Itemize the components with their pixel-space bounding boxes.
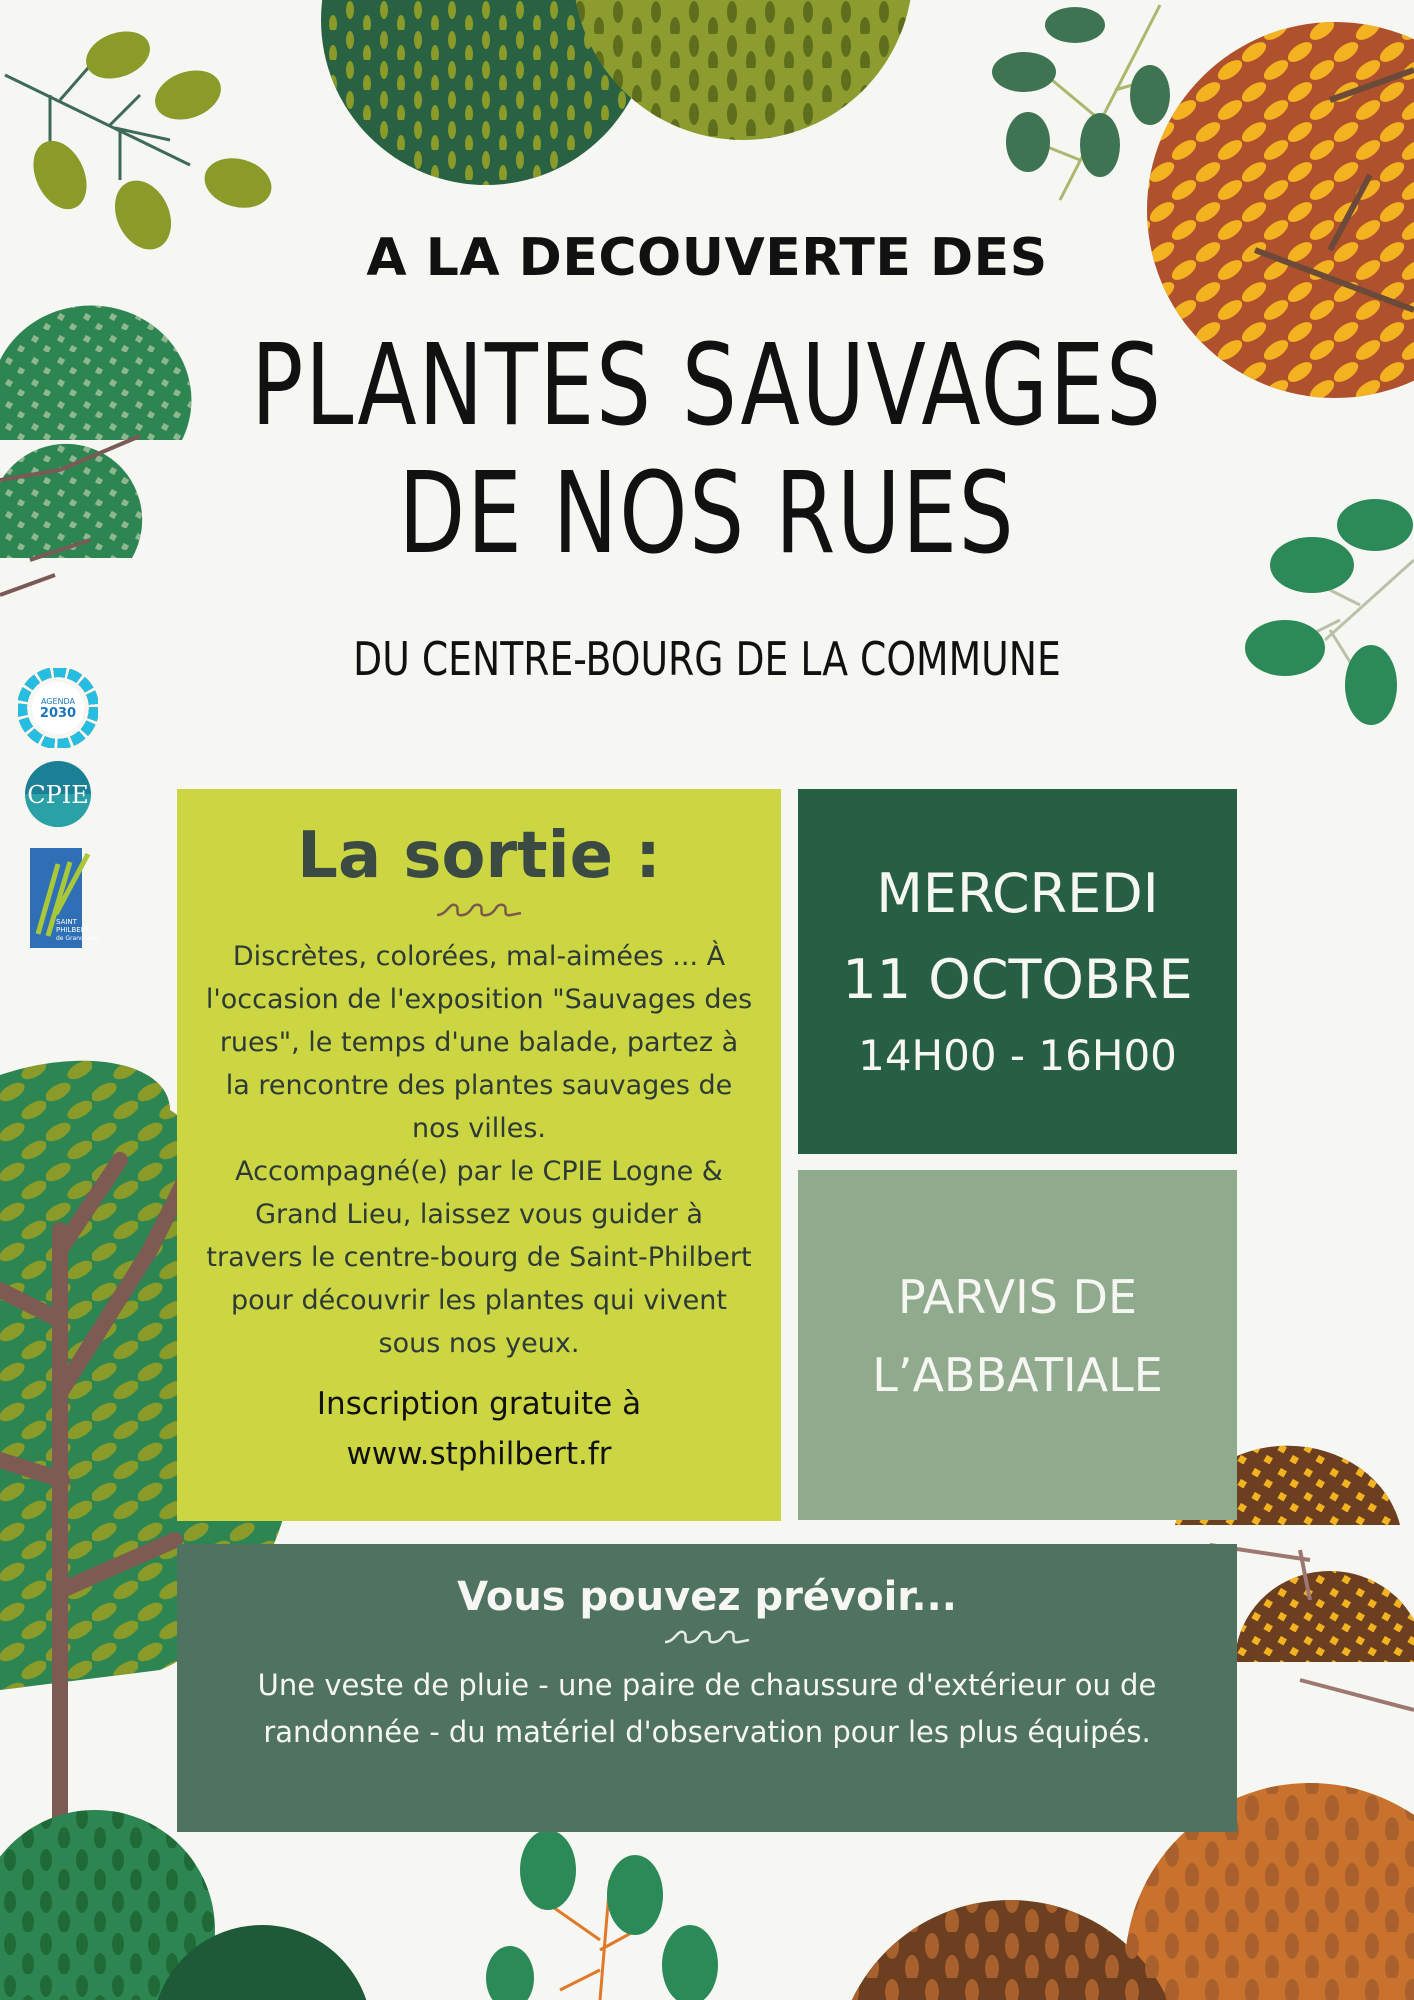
date-panel [798, 789, 1237, 1154]
agenda-2030-logo [18, 668, 98, 748]
title-line-2: DE NOS RUES [398, 449, 1016, 579]
registration-link[interactable]: www.stphilbert.fr [346, 1436, 612, 1472]
registration-info [205, 1379, 753, 1479]
agenda-year: 2030 [39, 706, 77, 721]
event-time: 14H00 - 16H00 [858, 1031, 1177, 1080]
grand-lieu-label: de Grand Lieu [56, 935, 98, 942]
page-title [99, 322, 1315, 578]
page-subtitle: DU CENTRE-BOURG DE LA COMMUNE [353, 632, 1061, 686]
registration-label: Inscription gratuite à [316, 1386, 642, 1422]
sortie-panel [177, 789, 781, 1521]
cpie-label: CPIE [27, 781, 89, 809]
prevoir-title: Vous pouvez prévoir... [457, 1574, 957, 1620]
partner-logos [18, 668, 98, 959]
place-line-2: L’ABBATIALE [872, 1348, 1163, 1402]
squiggle-divider-icon [433, 899, 525, 921]
sortie-title: La sortie : [297, 819, 661, 893]
saint-label: SAINT [56, 918, 77, 926]
sortie-paragraph-1: Discrètes, colorées, mal-aimées ... À l'occasion de l'exposition "Sauvages des rues", le temps d'une balade, partez à la rencontre des plantes sauvages de nos villes. [205, 941, 753, 1144]
saint-philbert-logo [18, 844, 98, 954]
title-line-1: PLANTES SAUVAGES [251, 321, 1163, 451]
eyebrow-heading: A LA DECOUVERTE DES [366, 228, 1048, 288]
event-date: 11 OCTOBRE [842, 948, 1193, 1011]
place-line-1: PARVIS DE [897, 1270, 1138, 1324]
place-panel [798, 1170, 1237, 1520]
cpie-logo [18, 759, 98, 829]
prevoir-body: Une veste de pluie - une paire de chaussure d'extérieur ou de randonnée - du matériel d'observation pour les plus équipés. [257, 1668, 1157, 1749]
event-day: MERCREDI [876, 862, 1159, 925]
prevoir-panel [177, 1544, 1237, 1832]
agenda-label: AGENDA [40, 697, 76, 706]
philbert-label: PHILBERT [56, 926, 90, 934]
sortie-paragraph-2: Accompagné(e) par le CPIE Logne & Grand Lieu, laissez vous guider à travers le centre-bourg de Saint-Philbert pour découvrir les plantes qui vivent sous nos yeux. [206, 1156, 752, 1359]
squiggle-divider-icon [661, 1626, 753, 1648]
